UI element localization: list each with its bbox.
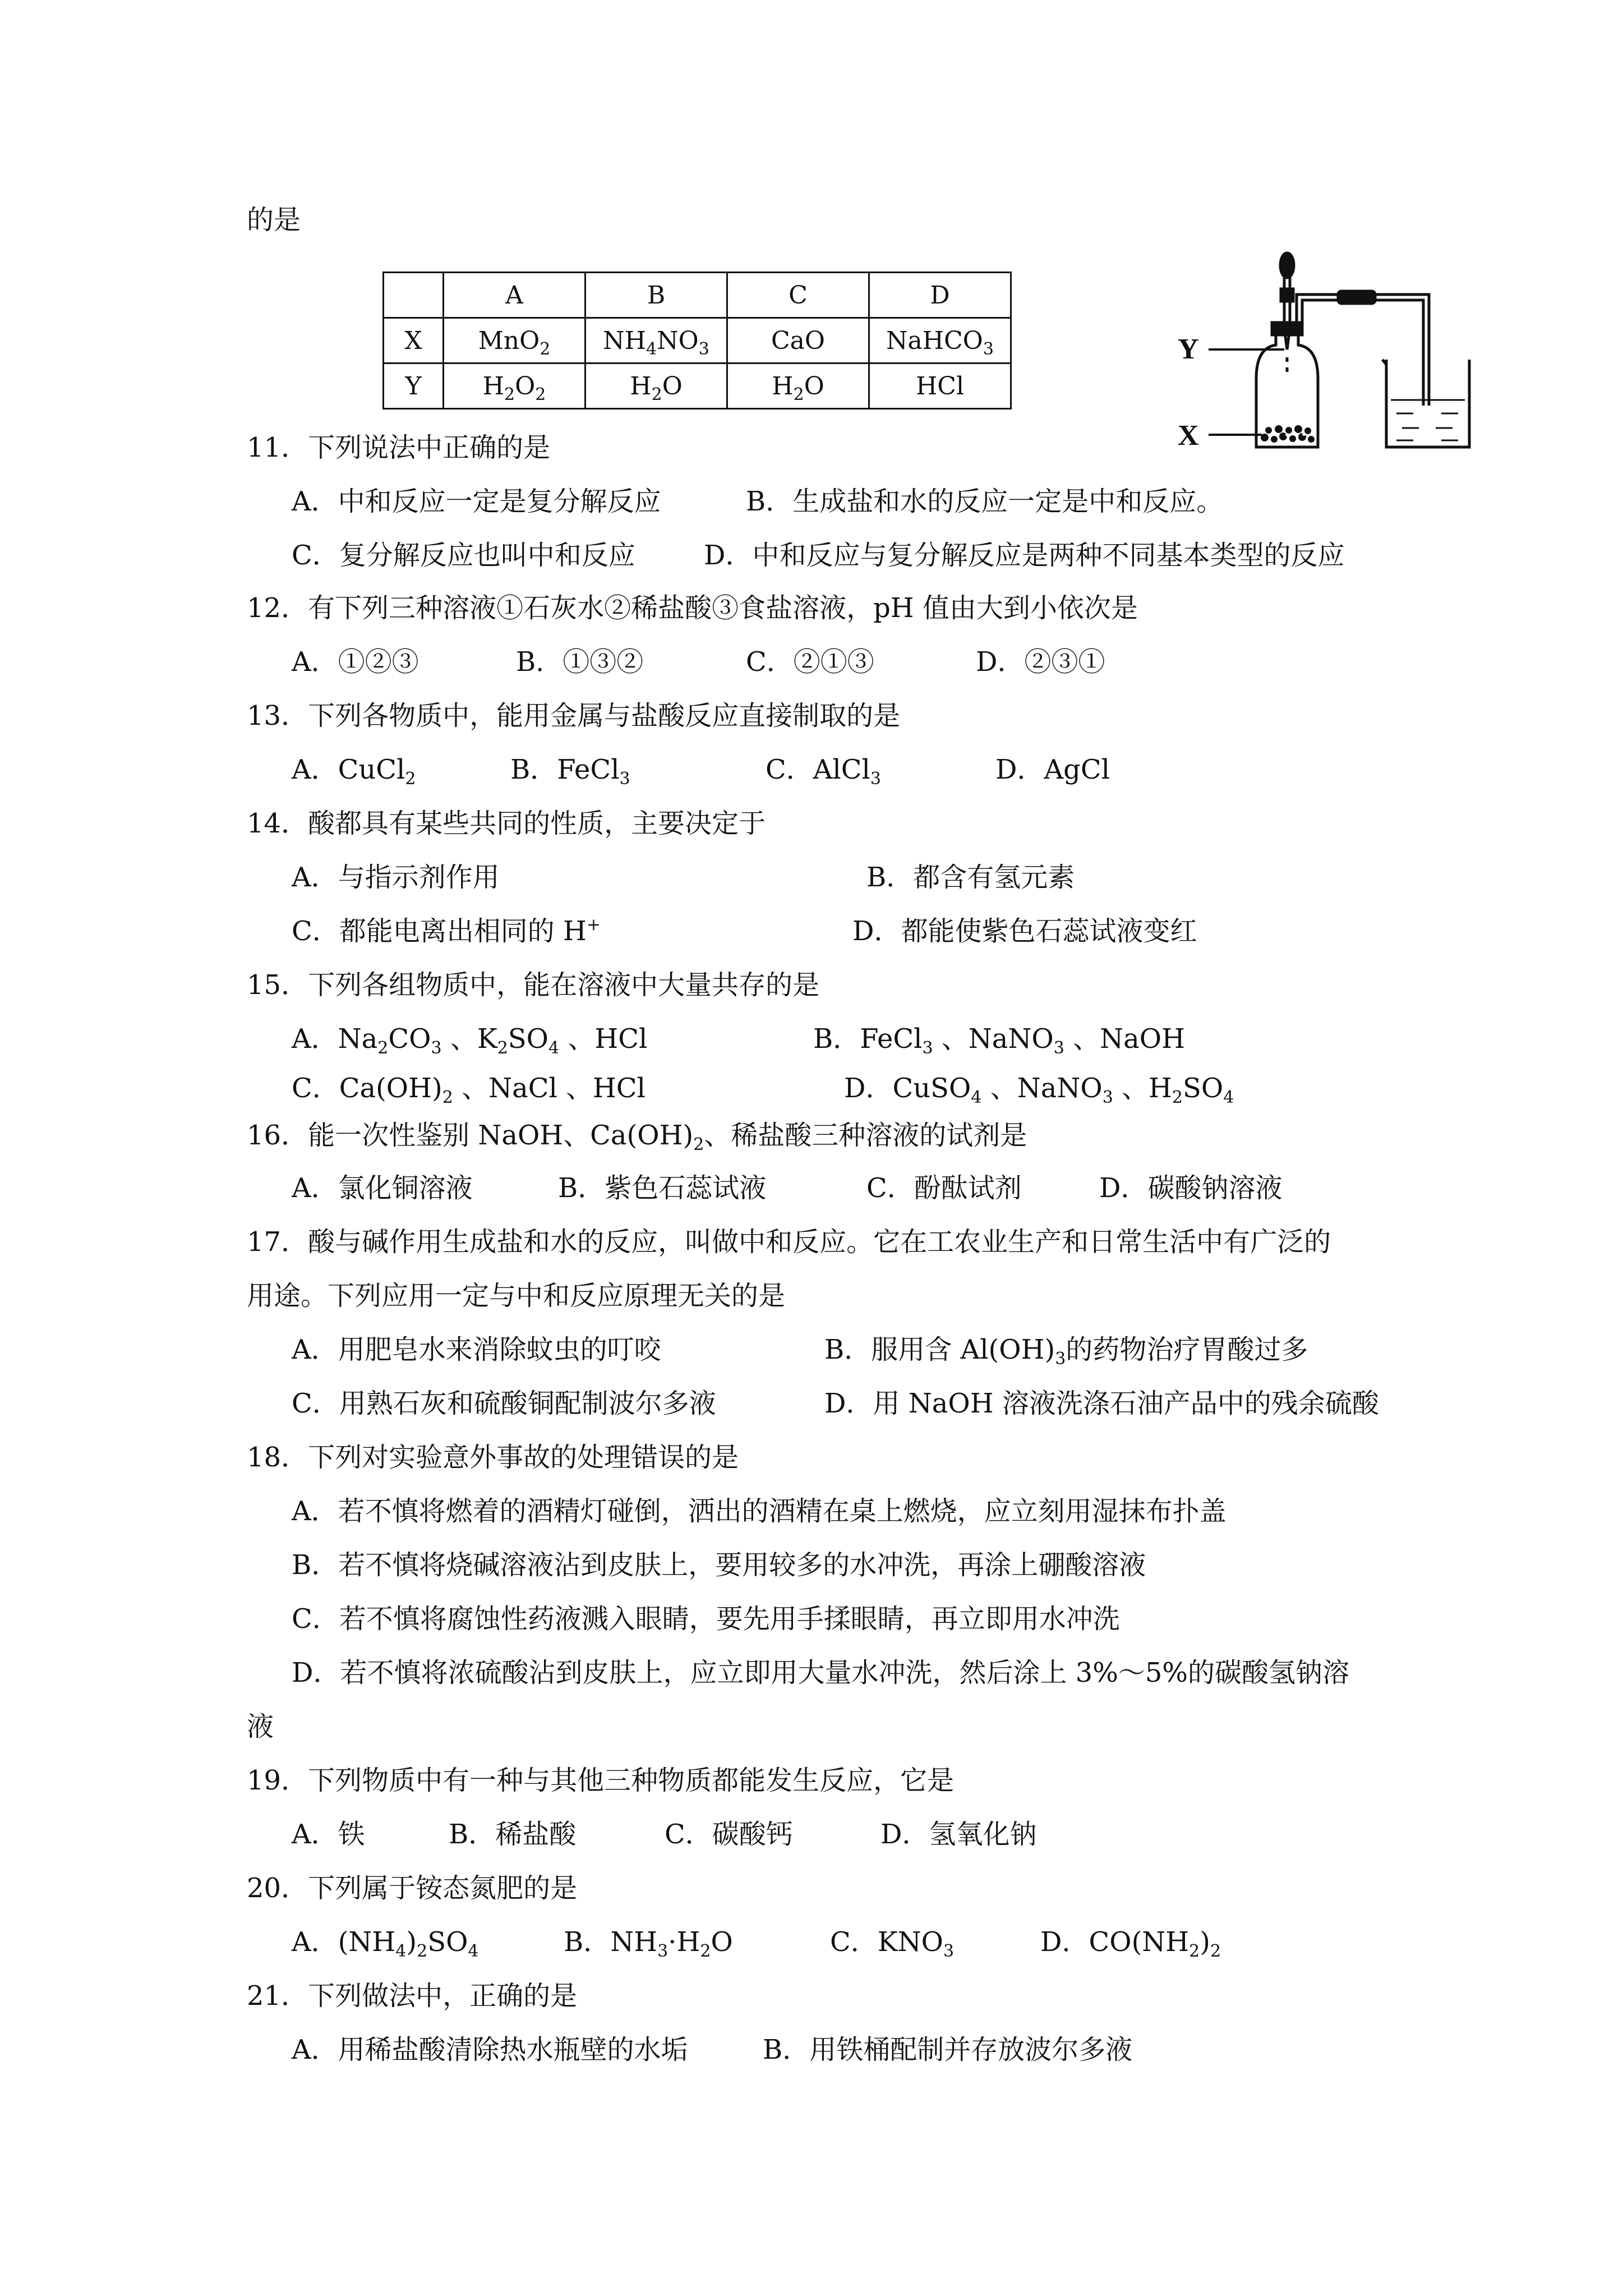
q20-option-d: D．$CO(NH_2)_2$ bbox=[1040, 1926, 1221, 1961]
q16-option-c: C．酚酞试剂 bbox=[866, 1172, 1022, 1204]
table-cell: Y bbox=[384, 364, 444, 409]
q14-option-b: B．都含有氢元素 bbox=[866, 862, 1075, 893]
q12-option-c: C．②①③ bbox=[746, 646, 874, 678]
q11-option-a: A．中和反应一定是复分解反应 bbox=[292, 486, 661, 517]
q18-option-c: C．若不慎将腐蚀性药液溅入眼睛，要先用手揉眼睛，再立即用水冲洗 bbox=[292, 1603, 1120, 1635]
q15-option-a: A．$Na_2CO_3$ 、$K_2SO_4$ 、HCl bbox=[292, 1023, 648, 1058]
q18-option-d: D．若不慎将浓硫酸沾到皮肤上，应立即用大量水冲洗，然后涂上 3%～5%的碳酸氢钠溶 bbox=[292, 1657, 1350, 1688]
table-cell: NaHCO$_3$ bbox=[869, 318, 1011, 364]
table-cell: HCl bbox=[869, 364, 1011, 409]
q18-option-d-cont: 液 bbox=[247, 1711, 274, 1742]
q12-option-b: B．①③② bbox=[516, 646, 644, 678]
q13-stem: 13．下列各物质中，能用金属与盐酸反应直接制取的是 bbox=[247, 700, 901, 731]
q10-table bbox=[382, 272, 1012, 409]
q11-stem: 11．下列说法中正确的是 bbox=[247, 432, 551, 463]
q11-option-c: C．复分解反应也叫中和反应 bbox=[292, 540, 635, 571]
q19-option-a: A．铁 bbox=[292, 1819, 365, 1850]
q17-option-b: B．服用含 $Al(OH)_3$的药物治疗胃酸过多 bbox=[824, 1334, 1308, 1369]
table-cell: $H_2O$ bbox=[727, 364, 869, 409]
table-cell: MnO$_2$ bbox=[444, 318, 585, 364]
q13-option-b: B．FeCl$_3$ bbox=[510, 754, 630, 789]
table-cell bbox=[384, 273, 444, 318]
q19-option-b: B．稀盐酸 bbox=[449, 1819, 577, 1850]
q16-stem: 16．能一次性鉴别 NaOH、$Ca(OH)_2$、稀盐酸三种溶液的试剂是 bbox=[247, 1120, 1027, 1154]
apparatus-figure bbox=[1178, 250, 1492, 463]
q19-option-c: C．碳酸钙 bbox=[665, 1819, 793, 1850]
q12-option-a: A．①②③ bbox=[292, 646, 419, 678]
q17-stem: 17．酸与碱作用生成盐和水的反应，叫做中和反应。它在工农业生产和日常生活中有广泛的 bbox=[247, 1226, 1331, 1258]
q15-stem: 15．下列各组物质中，能在溶液中大量共存的是 bbox=[247, 969, 820, 1001]
table-cell: D bbox=[869, 273, 1011, 318]
table-cell: CaO bbox=[727, 318, 869, 364]
q12-option-d: D．②③① bbox=[976, 646, 1105, 678]
q17-stem-cont: 用途。下列应用一定与中和反应原理无关的是 bbox=[247, 1280, 786, 1312]
q16-option-a: A．氯化铜溶液 bbox=[292, 1172, 473, 1204]
q20-option-b: B．$NH_3\cdot H_2O$ bbox=[564, 1926, 733, 1961]
q14-option-a: A．与指示剂作用 bbox=[292, 862, 500, 893]
q16-option-b: B．紫色石蕊试液 bbox=[558, 1172, 767, 1204]
q17-option-d: D．用 NaOH 溶液洗涤石油产品中的残余硫酸 bbox=[824, 1388, 1379, 1419]
q21-option-b: B．用铁桶配制并存放波尔多液 bbox=[763, 2034, 1133, 2065]
q19-option-d: D．氢氧化钠 bbox=[880, 1819, 1037, 1850]
figure-label-x: X bbox=[1178, 420, 1199, 452]
table-cell: $H_2O$ bbox=[585, 364, 727, 409]
q20-option-a: A．$(NH_4)_2SO_4$ bbox=[292, 1926, 479, 1961]
q13-option-a: A．CuCl$_2$ bbox=[292, 754, 416, 789]
q19-stem: 19．下列物质中有一种与其他三种物质都能发生反应，它是 bbox=[247, 1765, 955, 1796]
q18-stem: 18．下列对实验意外事故的处理错误的是 bbox=[247, 1442, 739, 1473]
figure-label-y: Y bbox=[1178, 333, 1199, 365]
q21-stem: 21．下列做法中，正确的是 bbox=[247, 1980, 578, 2012]
table-cell: $H_2O_2$ bbox=[444, 364, 585, 409]
q10-tail: 的是 bbox=[247, 204, 301, 236]
q17-option-c: C．用熟石灰和硫酸铜配制波尔多液 bbox=[292, 1388, 716, 1419]
table-cell: A bbox=[444, 273, 585, 318]
table-row-x bbox=[384, 318, 1011, 364]
q15-option-b: B．FeCl$_3$ 、NaNO$_3$ 、NaOH bbox=[813, 1023, 1185, 1058]
table-cell: B bbox=[585, 273, 727, 318]
q14-stem: 14．酸都具有某些共同的性质，主要决定于 bbox=[247, 808, 766, 839]
q11-option-d: D．中和反应与复分解反应是两种不同基本类型的反应 bbox=[704, 540, 1345, 571]
q16-option-d: D．碳酸钠溶液 bbox=[1099, 1172, 1283, 1204]
q14-option-d: D．都能使紫色石蕊试液变红 bbox=[852, 915, 1197, 947]
q11-option-b: B．生成盐和水的反应一定是中和反应。 bbox=[746, 486, 1224, 517]
table-cell: $NH_4NO_3$ bbox=[585, 318, 727, 364]
q15-option-c: C．$Ca(OH)_2$ 、NaCl 、HCl bbox=[292, 1073, 645, 1107]
table-header-row bbox=[384, 273, 1011, 318]
q20-option-c: C．$KNO_3$ bbox=[830, 1926, 955, 1961]
q14-option-c: C．都能电离出相同的 H+ bbox=[292, 915, 601, 947]
q12-stem: 12．有下列三种溶液①石灰水②稀盐酸③食盐溶液，pH 值由大到小依次是 bbox=[247, 592, 1138, 624]
q18-option-a: A．若不慎将燃着的酒精灯碰倒，洒出的酒精在桌上燃烧，应立刻用湿抹布扑盖 bbox=[292, 1496, 1227, 1527]
q17-option-a: A．用肥皂水来消除蚊虫的叮咬 bbox=[292, 1334, 661, 1365]
q15-option-d: D．CuSO$_4$ 、NaNO$_3$ 、$H_2SO_4$ bbox=[844, 1073, 1234, 1107]
q13-option-c: C．AlCl$_3$ bbox=[766, 754, 881, 789]
q13-option-d: D．AgCl bbox=[995, 754, 1110, 785]
table-cell: C bbox=[727, 273, 869, 318]
table-row-y bbox=[384, 364, 1011, 409]
q18-option-b: B．若不慎将烧碱溶液沾到皮肤上，要用较多的水冲洗，再涂上硼酸溶液 bbox=[292, 1549, 1146, 1581]
q21-option-a: A．用稀盐酸清除热水瓶壁的水垢 bbox=[292, 2034, 688, 2065]
table-cell: X bbox=[384, 318, 444, 364]
q20-stem: 20．下列属于铵态氮肥的是 bbox=[247, 1872, 578, 1904]
